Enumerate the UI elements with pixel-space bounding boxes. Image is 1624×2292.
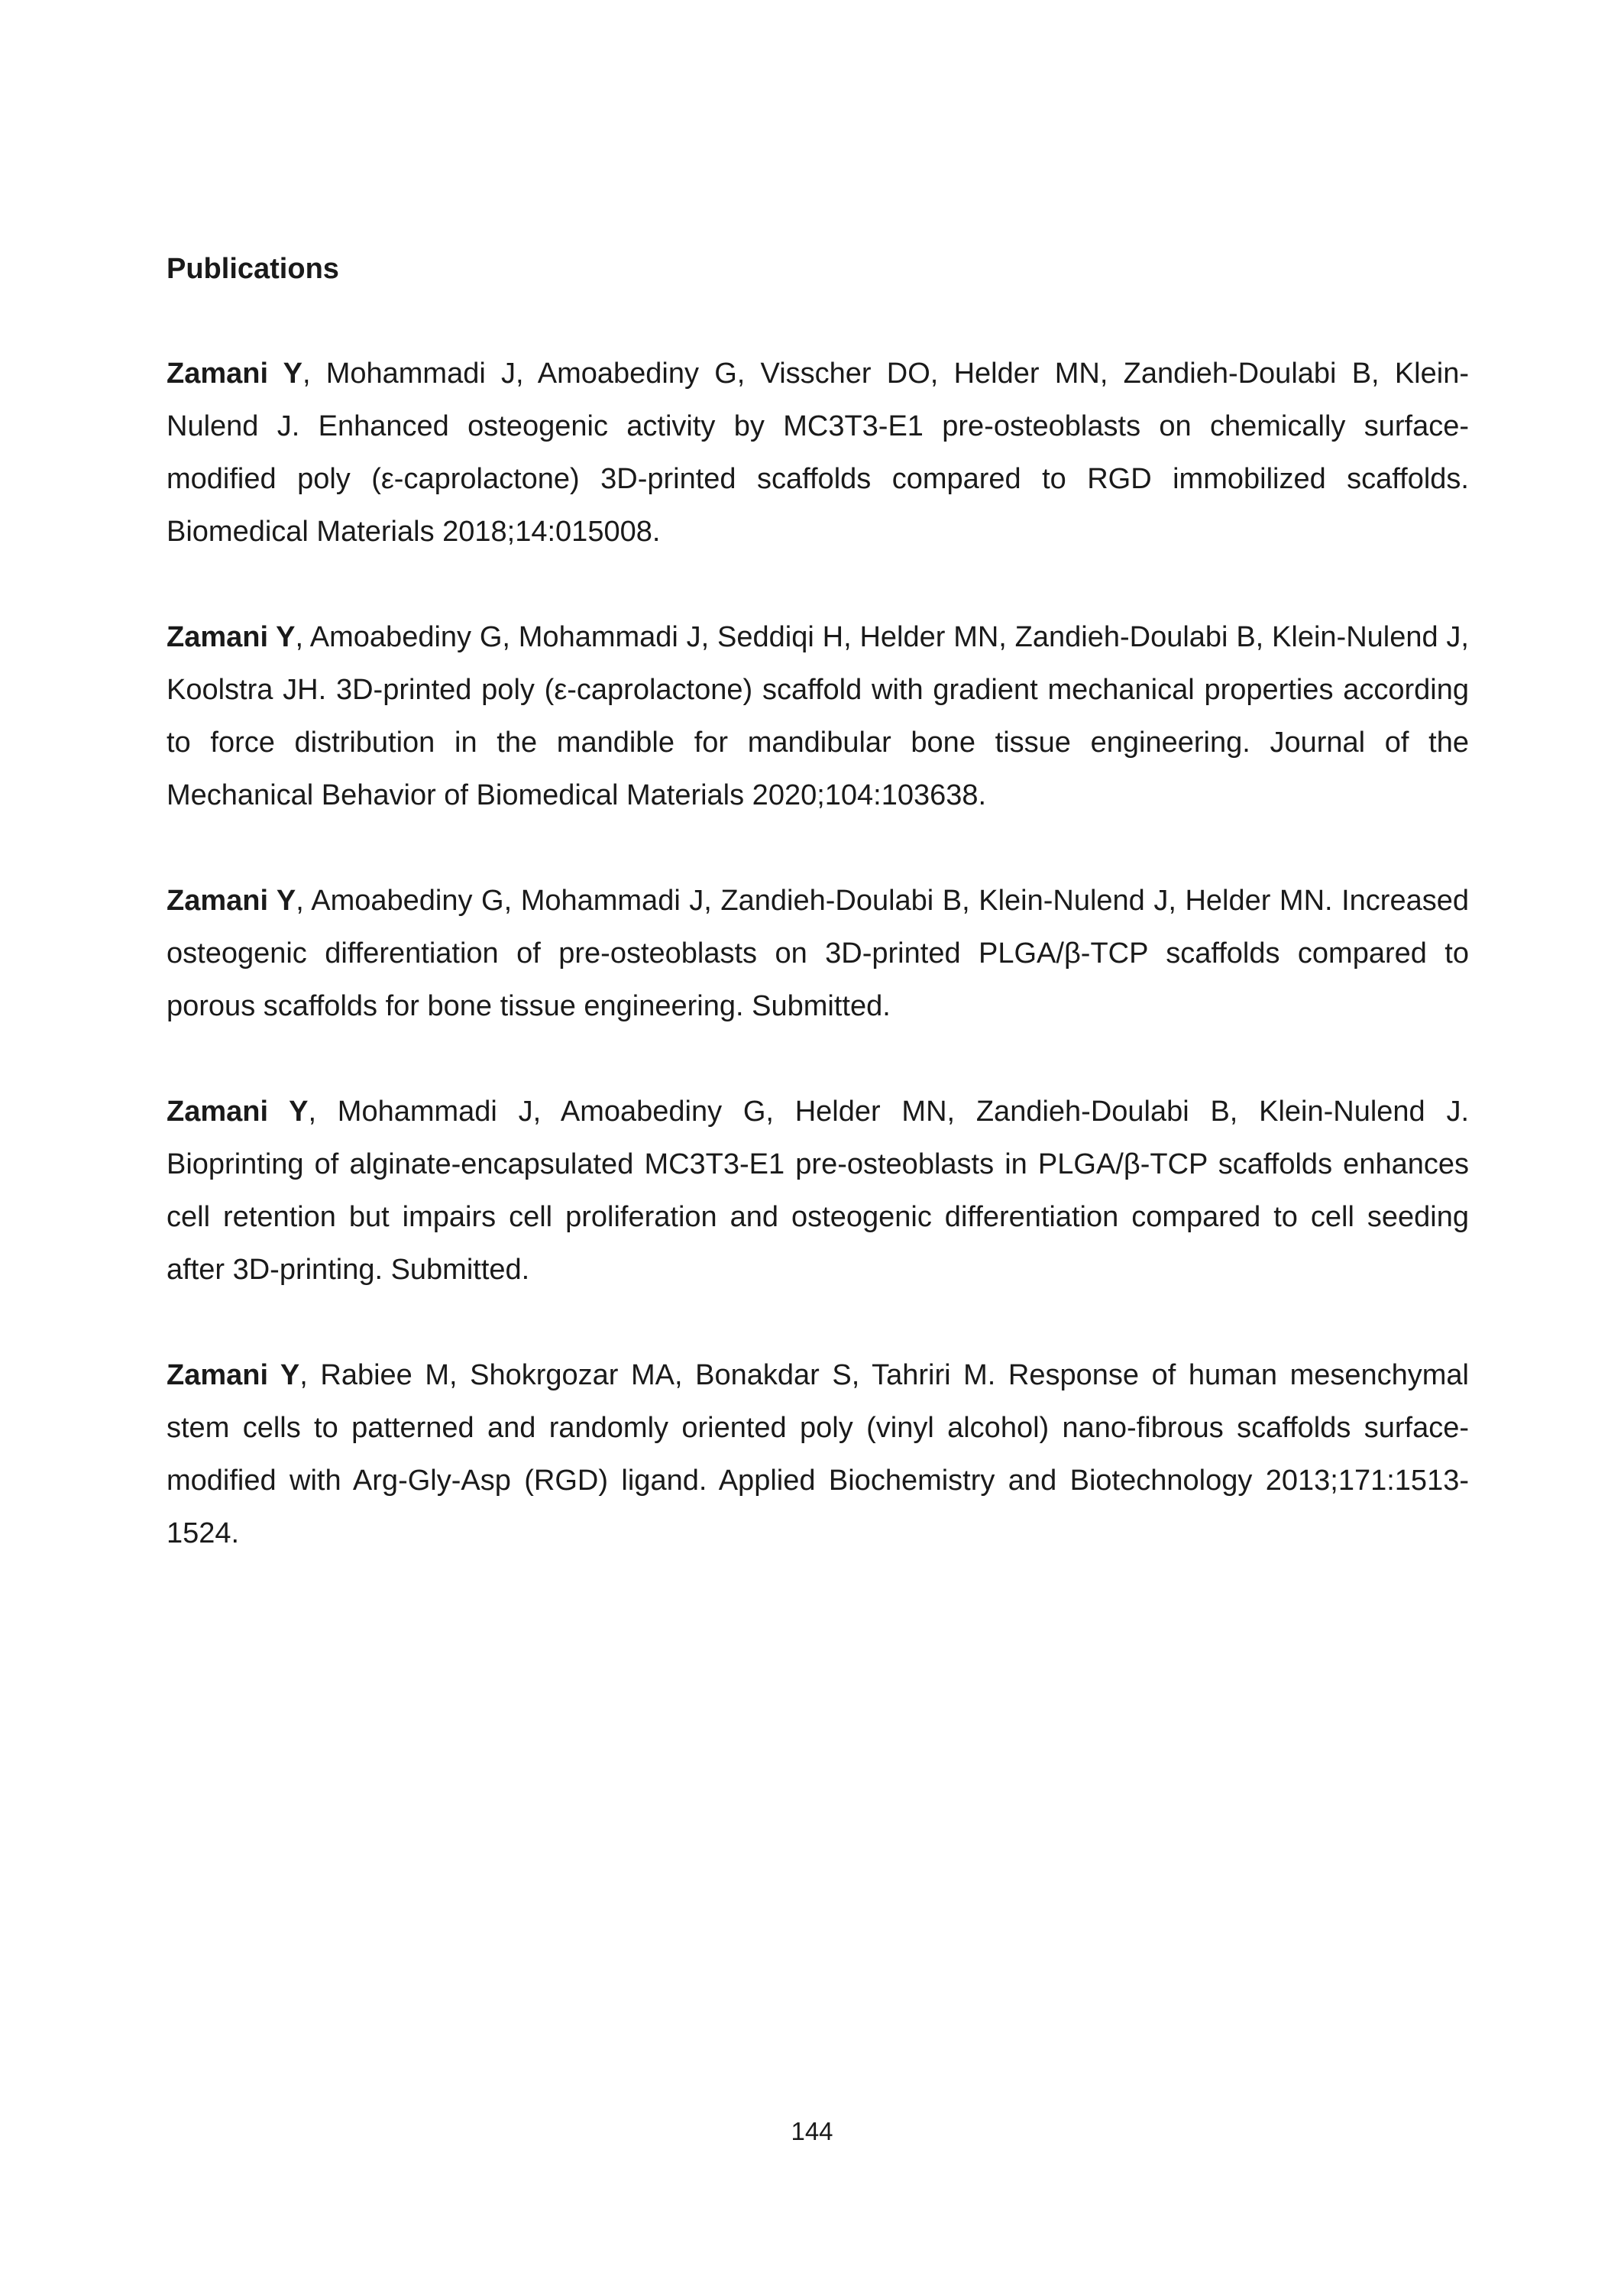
publication-citation: , Amoabediny G, Mohammadi J, Seddiqi H, Helder MN, Zandieh-Doulabi B, Klein-Nulend J, Koolstra JH. 3D-printed poly (ε-caprolactone) scaffold with gradient mechanical properties according to force distribution in the mandible for mandibular bone tissue engineering. Journal of the Mechanical Behavior of Biomedical Materials 2020;104:103638. — [167, 621, 1469, 811]
publication-author-bold: Zamani Y — [167, 358, 302, 390]
publication-entry — [167, 611, 1469, 822]
publication-entry — [167, 1349, 1469, 1560]
publication-list — [167, 348, 1469, 1613]
publication-entry — [167, 348, 1469, 558]
publication-author-bold: Zamani Y — [167, 1359, 300, 1391]
publication-author-bold: Zamani Y — [167, 1096, 309, 1128]
publication-citation: , Rabiee M, Shokrgozar MA, Bonakdar S, Tahriri M. Response of human mesenchymal stem cells to patterned and randomly oriented poly (vinyl alcohol) nano-fibrous scaffolds surface-modified with Arg-Gly-Asp (RGD) ligand. Applied Biochemistry and Biotechnology 2013;171:1513-1524. — [167, 1359, 1469, 1549]
publication-entry — [167, 1086, 1469, 1297]
publication-entry — [167, 875, 1469, 1033]
publication-author-bold: Zamani Y — [167, 885, 296, 917]
publication-citation: , Mohammadi J, Amoabediny G, Visscher DO, Helder MN, Zandieh-Doulabi B, Klein-Nulend J. Enhanced osteogenic activity by MC3T3-E1 pre-osteoblasts on chemically surface-modified poly (ε-caprolactone) 3D-printed scaffolds compared to RGD immobilized scaffolds. Biomedical Materials 2018;14:015008. — [167, 358, 1469, 548]
publication-citation: , Mohammadi J, Amoabediny G, Helder MN, Zandieh-Doulabi B, Klein-Nulend J. Bioprinting of alginate-encapsulated MC3T3-E1 pre-osteoblasts in PLGA/β-TCP scaffolds enhances cell retention but impairs cell proliferation and osteogenic differentiation compared to cell seeding after 3D-printing. Submitted. — [167, 1096, 1469, 1286]
page-title: Publications — [167, 253, 339, 285]
page-number: 144 — [791, 2117, 833, 2145]
publication-author-bold: Zamani Y — [167, 621, 296, 653]
publication-citation: , Amoabediny G, Mohammadi J, Zandieh-Doulabi B, Klein-Nulend J, Helder MN. Increased osteogenic differentiation of pre-osteoblasts on 3D-printed PLGA/β-TCP scaffolds compared to porous scaffolds for bone tissue engineering. Submitted. — [167, 885, 1469, 1022]
